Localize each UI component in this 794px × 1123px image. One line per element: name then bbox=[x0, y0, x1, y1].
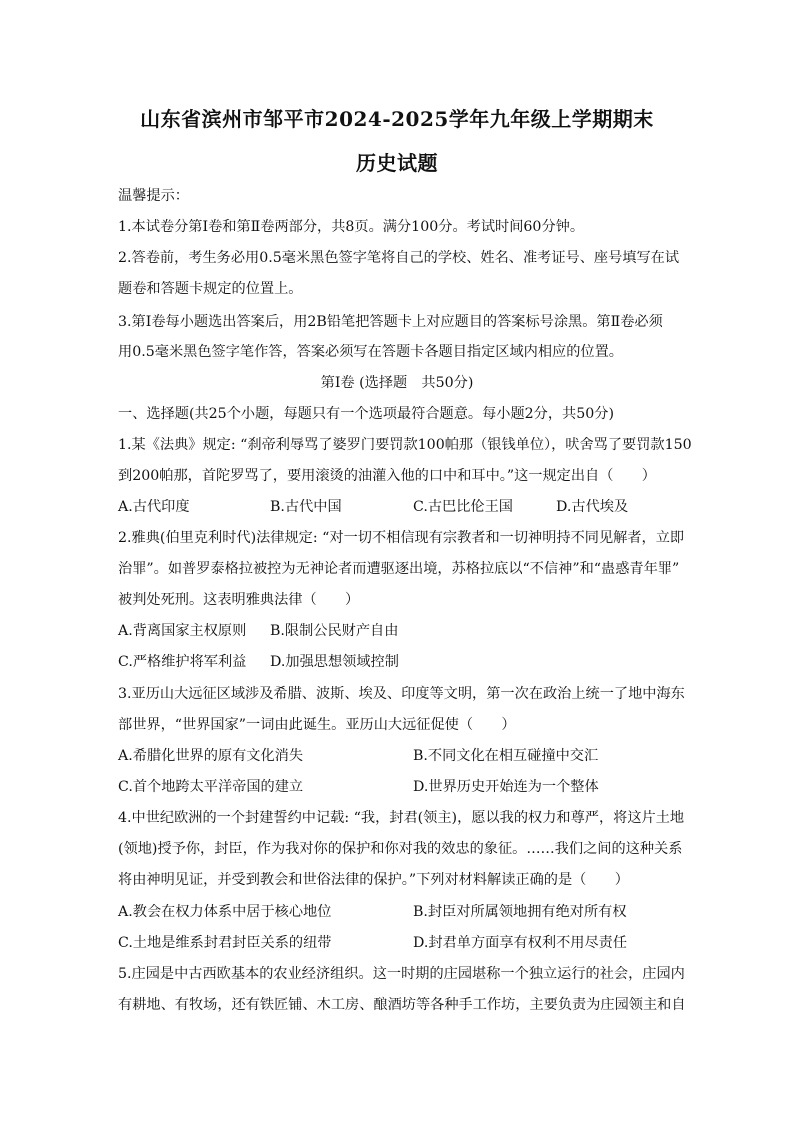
tip-line: 3.第Ⅰ卷每小题选出答案后，用2B铅笔把答题卡上对应题目的答案标号涂黑。第Ⅱ卷必须 bbox=[118, 314, 663, 330]
question-1-text: 1.某《法典》规定: “刹帝利辱骂了婆罗门要罚款100帕那（银钱单位），吠舍骂了要罚款150 bbox=[118, 437, 692, 453]
question-2-text: 2.雅典(伯里克利时代)法律规定: “对一切不相信现有宗教者和一切神明持不同见解者，立即 bbox=[118, 530, 685, 546]
exam-subtitle: 历史试题 bbox=[356, 151, 438, 175]
tips-heading: 温馨提示： bbox=[118, 188, 189, 204]
question-2-text: 被判处死刑。这表明雅典法律（ ） bbox=[118, 592, 360, 608]
question-2-option-b[interactable]: B.限制公民财产自由 bbox=[270, 623, 399, 639]
tip-line: 2.答卷前，考生务必用0.5毫米黑色签字笔将自己的学校、姓名、准考证号、座号填写在试 bbox=[118, 250, 680, 266]
section-instruction: 一、选择题(共25个小题，每题只有一个选项最符合题意。每小题2分，共50分) bbox=[118, 406, 615, 422]
question-3-text: 3.亚历山大远征区域涉及希腊、波斯、埃及、印度等文明，第一次在政治上统一了地中海东 bbox=[118, 686, 685, 702]
question-1-text: 到200帕那，首陀罗骂了，要用滚烫的油灌入他的口中和耳中。”这一规定出自（ ） bbox=[118, 468, 656, 484]
exam-title: 山东省滨州市邹平市2024-2025学年九年级上学期期末 bbox=[140, 107, 654, 131]
question-1-option-c[interactable]: C.古巴比伦王国 bbox=[413, 499, 513, 515]
question-2-text: 治罪”。如普罗泰格拉被控为无神论者而遭驱逐出境，苏格拉底以“不信神”和“蛊惑青年罪” bbox=[118, 561, 680, 577]
tip-line: 用0.5毫米黑色签字笔作答，答案必须写在答题卡各题目指定区域内相应的位置。 bbox=[118, 344, 623, 360]
section-heading: 第Ⅰ卷 (选择题 共50分) bbox=[320, 375, 474, 391]
question-1-option-d[interactable]: D.古代埃及 bbox=[556, 499, 629, 515]
question-5-text: 5.庄园是中古西欧基本的农业经济组织。这一时期的庄园堪称一个独立运行的社会，庄园内 bbox=[118, 966, 685, 982]
tip-line: 题卷和答题卡规定的位置上。 bbox=[118, 281, 303, 297]
question-4-text: 4.中世纪欧洲的一个封建誓约中记载: “我，封君(领主)，愿以我的权力和尊严，将这片土地 bbox=[118, 810, 685, 826]
question-2-option-c[interactable]: C.严格维护将军利益 bbox=[118, 654, 247, 670]
question-3-option-c[interactable]: C.首个地跨太平洋帝国的建立 bbox=[118, 779, 304, 795]
question-2-option-d[interactable]: D.加强思想领域控制 bbox=[270, 654, 399, 670]
question-4-option-b[interactable]: B.封臣对所属领地拥有绝对所有权 bbox=[413, 904, 627, 920]
question-3-option-d[interactable]: D.世界历史开始连为一个整体 bbox=[413, 779, 599, 795]
question-1-option-a[interactable]: A.古代印度 bbox=[118, 499, 190, 515]
question-2-option-a[interactable]: A.背离国家主权原则 bbox=[118, 623, 247, 639]
question-4-option-a[interactable]: A.教会在权力体系中居于核心地位 bbox=[118, 904, 332, 920]
question-4-option-d[interactable]: D.封君单方面享有权利不用尽责任 bbox=[413, 935, 628, 951]
question-4-option-c[interactable]: C.土地是维系封君封臣关系的纽带 bbox=[118, 935, 332, 951]
question-3-option-a[interactable]: A.希腊化世界的原有文化消失 bbox=[118, 748, 304, 764]
question-3-text: 部世界，“世界国家”一词由此诞生。亚历山大远征促使（ ） bbox=[118, 717, 516, 733]
question-4-text: (领地)授予你，封臣，作为我对你的保护和你对我的效忠的象征。……我们之间的这种关系 bbox=[118, 841, 683, 857]
tip-line: 1.本试卷分第Ⅰ卷和第Ⅱ卷两部分，共8页。满分100分。考试时间60分钟。 bbox=[118, 219, 585, 235]
question-3-option-b[interactable]: B.不同文化在相互碰撞中交汇 bbox=[413, 748, 599, 764]
question-5-text: 有耕地、有牧场，还有铁匠铺、木工房、酿酒坊等各种手工作坊，主要负责为庄园领主和自 bbox=[118, 997, 686, 1013]
question-4-text: 将由神明见证，并受到教会和世俗法律的保护。”下列对材料解读正确的是（ ） bbox=[118, 872, 629, 888]
question-1-option-b[interactable]: B.古代中国 bbox=[270, 499, 342, 515]
